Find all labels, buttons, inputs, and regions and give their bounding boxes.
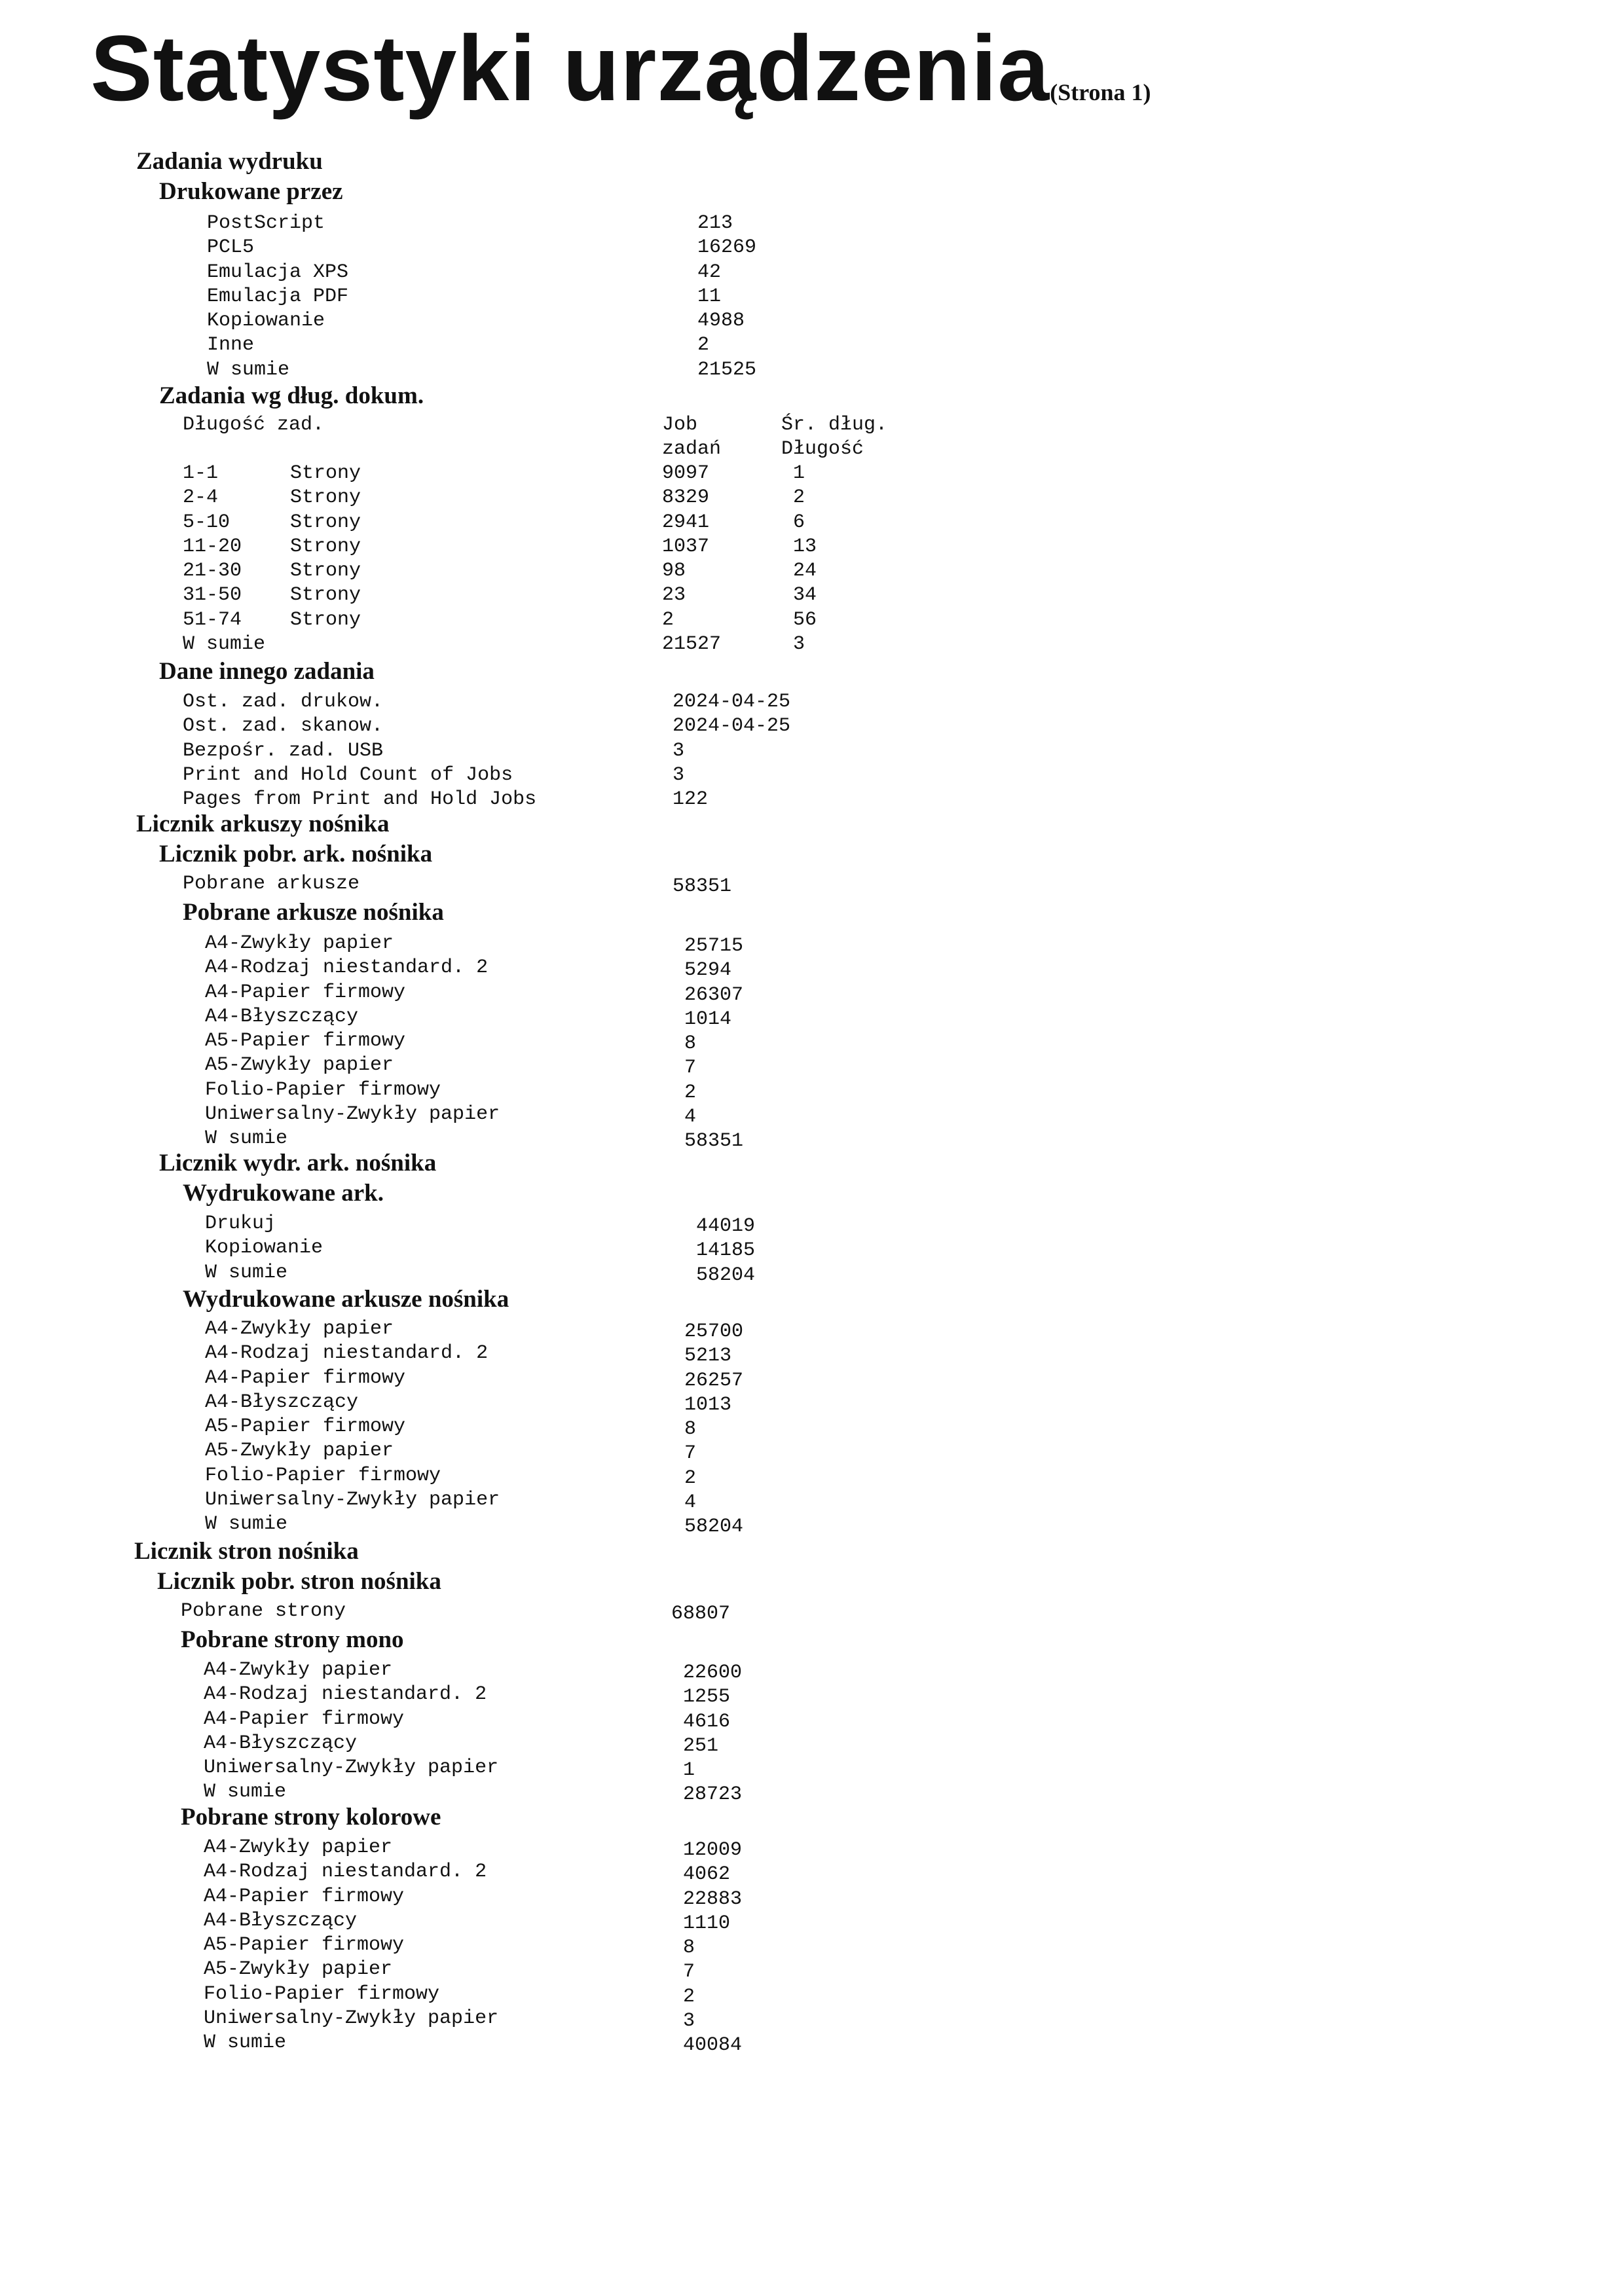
table-cell: 51-74 xyxy=(183,608,242,631)
list-item-value: 40084 xyxy=(683,2034,743,2057)
table-cell: 21-30 xyxy=(183,560,242,583)
list-item-value: 25700 xyxy=(684,1321,744,1343)
list-item-value: 14185 xyxy=(696,1239,756,1262)
table-cell: 5-10 xyxy=(183,511,231,534)
list-item-label: W sumie xyxy=(205,1261,288,1284)
list-item-label: A5-Papier firmowy xyxy=(204,1934,405,1957)
list-item-value: 8 xyxy=(684,1032,697,1055)
picked-media-labels xyxy=(205,932,500,1152)
list-item-value: 2024-04-25 xyxy=(673,715,791,738)
list-item-label: Folio-Papier firmowy xyxy=(204,1982,440,2005)
list-item-value: 22600 xyxy=(683,1662,743,1684)
list-item-label: A5-Zwykły papier xyxy=(204,1958,393,1981)
list-item-label: Kopiowanie xyxy=(207,310,325,333)
list-item-label: A4-Zwykły papier xyxy=(204,1836,393,1859)
table-cell: Strony xyxy=(290,511,361,534)
list-item-label: Uniwersalny-Zwykły papier xyxy=(205,1103,500,1126)
printed-ark-labels xyxy=(205,1212,323,1285)
page-title-text: Statystyki urządzenia xyxy=(90,16,1050,120)
table-cell: 13 xyxy=(793,535,817,558)
picked-pages-label: Pobrane strony xyxy=(181,1600,346,1622)
list-item-value: 8 xyxy=(684,1418,697,1441)
list-item-label: A4-Rodzaj niestandard. 2 xyxy=(205,1342,489,1365)
list-item-label: A4-Błyszczący xyxy=(204,1909,358,1932)
table-cell: 2-4 xyxy=(183,486,219,509)
subsection-heading-color-pages: Pobrane strony kolorowe xyxy=(181,1804,441,1831)
list-item-label: Ost. zad. skanow. xyxy=(183,715,384,738)
list-item-value: 3 xyxy=(683,2010,695,2033)
table-cell: Strony xyxy=(290,462,361,484)
list-item-value: 3 xyxy=(673,763,685,786)
list-item-label: Drukuj xyxy=(205,1212,276,1235)
list-item-label: A4-Zwykły papier xyxy=(204,1659,393,1681)
list-item-value: 7 xyxy=(683,1961,695,1984)
subsection-heading-other-job-data: Dane innego zadania xyxy=(159,658,375,685)
other-job-labels xyxy=(183,690,536,812)
table-cell: 8329 xyxy=(662,486,710,509)
table-cell: Strony xyxy=(290,560,361,583)
subsection-heading-picked-sheets: Licznik pobr. ark. nośnika xyxy=(159,841,433,867)
column-header-jobs xyxy=(662,413,721,462)
list-item-label: A4-Papier firmowy xyxy=(204,1885,405,1908)
section-heading-print-jobs: Zadania wydruku xyxy=(136,148,323,175)
list-item-value: 4988 xyxy=(697,310,745,333)
column-header-avg-line: Śr. dług. xyxy=(781,414,888,436)
list-item-label: W sumie xyxy=(207,358,290,381)
list-item-value: 1013 xyxy=(684,1393,732,1416)
list-item-value: 28723 xyxy=(683,1783,743,1806)
list-item-value: 122 xyxy=(673,788,709,811)
list-item-label: Pages from Print and Hold Jobs xyxy=(183,788,537,811)
subsection-heading-printed-sheets: Licznik wydr. ark. nośnika xyxy=(159,1150,437,1176)
table-cell: Strony xyxy=(290,535,361,558)
list-item-label: W sumie xyxy=(205,1513,288,1536)
printed-ark-values xyxy=(696,1214,755,1288)
list-item-label: Inne xyxy=(207,334,255,357)
list-item-value: 2 xyxy=(697,334,710,357)
table-cell: 11-20 xyxy=(183,535,242,558)
list-item-value: 12009 xyxy=(683,1839,743,1861)
table-cell: 21527 xyxy=(662,633,722,656)
list-item-value: 2 xyxy=(684,1467,697,1489)
list-item-value: 1255 xyxy=(683,1686,731,1709)
table-cell: 24 xyxy=(793,560,817,583)
list-item-label: Folio-Papier firmowy xyxy=(205,1078,441,1101)
list-item-value: 25715 xyxy=(684,935,744,957)
list-item-label: A4-Zwykły papier xyxy=(205,1318,394,1340)
color-pages-labels xyxy=(204,1836,498,2056)
list-item-label: Uniwersalny-Zwykły papier xyxy=(205,1489,500,1512)
table-cell: 2 xyxy=(793,486,805,509)
list-item-value: 22883 xyxy=(683,1887,743,1910)
table-cell: 98 xyxy=(662,560,686,583)
table-cell: Strony xyxy=(290,584,361,607)
list-item-label: Print and Hold Count of Jobs xyxy=(183,763,513,786)
color-pages-values xyxy=(683,1838,742,2058)
list-item-label: Folio-Papier firmowy xyxy=(205,1464,441,1487)
column-header-avg-line: Długość xyxy=(781,438,864,461)
list-item-label: A5-Papier firmowy xyxy=(205,1415,406,1438)
table-cell: 34 xyxy=(793,584,817,607)
list-item-label: A4-Zwykły papier xyxy=(205,932,394,955)
mono-pages-labels xyxy=(204,1658,498,1805)
table-cell: 31-50 xyxy=(183,584,242,607)
table-cell: W sumie xyxy=(183,633,266,656)
list-item-value: 5213 xyxy=(684,1345,732,1368)
section-heading-sheet-counter: Licznik arkuszy nośnika xyxy=(136,811,390,837)
list-item-value: 26257 xyxy=(684,1369,744,1392)
list-item-value: 11 xyxy=(697,285,722,308)
section-heading-page-counter: Licznik stron nośnika xyxy=(134,1538,359,1565)
list-item-label: W sumie xyxy=(204,1781,287,1804)
table-cell: 2 xyxy=(662,608,674,631)
column-header-length: Długość zad. xyxy=(183,414,325,436)
length-range-column xyxy=(183,462,265,657)
list-item-value: 3 xyxy=(673,739,685,762)
list-item-label: A4-Papier firmowy xyxy=(205,1366,406,1389)
list-item-value: 2 xyxy=(683,1985,695,2008)
list-item-label: Emulacja PDF xyxy=(207,285,349,308)
subsection-heading-mono-pages: Pobrane strony mono xyxy=(181,1626,404,1653)
table-cell: 56 xyxy=(793,608,817,631)
list-item-label: W sumie xyxy=(204,2032,287,2054)
list-item-value: 2024-04-25 xyxy=(673,691,791,713)
picked-media-values xyxy=(684,934,743,1154)
subsection-heading-picked-media: Pobrane arkusze nośnika xyxy=(183,899,444,926)
list-item-value: 8 xyxy=(683,1937,695,1959)
table-cell: Strony xyxy=(290,486,361,509)
list-item-label: Ost. zad. drukow. xyxy=(183,691,384,713)
list-item-label: PCL5 xyxy=(207,236,255,259)
table-cell: 1-1 xyxy=(183,462,219,484)
list-item-value: 1014 xyxy=(684,1008,732,1030)
list-item-value: 4616 xyxy=(683,1710,731,1733)
job-count-column xyxy=(662,462,721,657)
column-header-jobs-line: zadań xyxy=(662,438,722,461)
table-cell: 23 xyxy=(662,584,686,607)
page-number-label: (Strona 1) xyxy=(1050,79,1151,105)
list-item-value: 58204 xyxy=(684,1516,744,1539)
list-item-label: A4-Błyszczący xyxy=(204,1732,358,1755)
subsection-heading-picked-pages: Licznik pobr. stron nośnika xyxy=(157,1568,441,1595)
column-header-avg-length xyxy=(781,413,887,462)
list-item-label: A4-Błyszczący xyxy=(205,1005,359,1028)
page-title xyxy=(90,16,1151,141)
list-item-value: 4 xyxy=(684,1491,697,1514)
list-item-value: 2 xyxy=(684,1081,697,1104)
list-item-value: 1 xyxy=(683,1759,695,1782)
list-item-value: 7 xyxy=(684,1442,697,1465)
list-item-value: 26307 xyxy=(684,983,744,1006)
list-item-label: A5-Zwykły papier xyxy=(205,1440,394,1463)
other-job-values xyxy=(673,690,790,812)
table-cell: 6 xyxy=(793,511,805,534)
picked-pages-value: 68807 xyxy=(671,1603,731,1625)
list-item-label: A4-Papier firmowy xyxy=(204,1707,405,1730)
list-item-label: Bezpośr. zad. USB xyxy=(183,739,384,762)
list-item-label: Kopiowanie xyxy=(205,1237,323,1260)
table-cell: 9097 xyxy=(662,462,710,484)
subsection-heading-printed-ark: Wydrukowane ark. xyxy=(183,1180,384,1207)
list-item-label: A4-Rodzaj niestandard. 2 xyxy=(204,1861,487,1884)
list-item-label: PostScript xyxy=(207,212,325,234)
list-item-label: W sumie xyxy=(205,1127,288,1150)
list-item-label: Emulacja XPS xyxy=(207,261,349,283)
table-cell: 1 xyxy=(793,462,805,484)
table-cell: 2941 xyxy=(662,511,710,534)
list-item-label: A5-Papier firmowy xyxy=(205,1030,406,1053)
picked-sheets-value: 58351 xyxy=(673,875,732,898)
list-item-value: 251 xyxy=(683,1734,719,1757)
list-item-label: Uniwersalny-Zwykły papier xyxy=(204,1757,499,1779)
list-item-value: 21525 xyxy=(697,358,757,381)
printed-media-labels xyxy=(205,1317,500,1537)
list-item-value: 58204 xyxy=(696,1264,756,1286)
length-unit-column xyxy=(290,462,361,657)
list-item-value: 16269 xyxy=(697,236,757,259)
list-item-value: 5294 xyxy=(684,959,732,982)
picked-sheets-label: Pobrane arkusze xyxy=(183,873,360,895)
list-item-label: A4-Papier firmowy xyxy=(205,981,406,1004)
list-item-value: 44019 xyxy=(696,1215,756,1237)
table-cell xyxy=(290,632,361,657)
printed-by-labels xyxy=(207,211,348,382)
list-item-label: A4-Rodzaj niestandard. 2 xyxy=(204,1683,487,1706)
column-header-jobs-line: Job xyxy=(662,414,698,436)
subsection-heading-printed-by: Drukowane przez xyxy=(159,178,343,205)
table-cell: 1037 xyxy=(662,535,710,558)
list-item-label: A5-Zwykły papier xyxy=(205,1054,394,1077)
mono-pages-values xyxy=(683,1661,742,1808)
list-item-value: 4 xyxy=(684,1106,697,1129)
list-item-label: A4-Błyszczący xyxy=(205,1391,359,1413)
list-item-value: 42 xyxy=(697,261,722,283)
subsection-heading-printed-media: Wydrukowane arkusze nośnika xyxy=(183,1286,509,1313)
printed-by-values xyxy=(697,211,756,382)
list-item-value: 4062 xyxy=(683,1863,731,1886)
table-cell: 3 xyxy=(793,633,805,656)
list-item-value: 58351 xyxy=(684,1130,744,1153)
list-item-value: 1110 xyxy=(683,1912,731,1935)
list-item-label: Uniwersalny-Zwykły papier xyxy=(204,2007,499,2030)
avg-length-column xyxy=(793,462,817,657)
table-cell: Strony xyxy=(290,608,361,631)
list-item-value: 7 xyxy=(684,1057,697,1080)
printed-media-values xyxy=(684,1320,743,1540)
list-item-label: A4-Rodzaj niestandard. 2 xyxy=(205,957,489,979)
list-item-value: 213 xyxy=(697,212,733,234)
subsection-heading-jobs-by-length: Zadania wg dług. dokum. xyxy=(159,382,424,409)
